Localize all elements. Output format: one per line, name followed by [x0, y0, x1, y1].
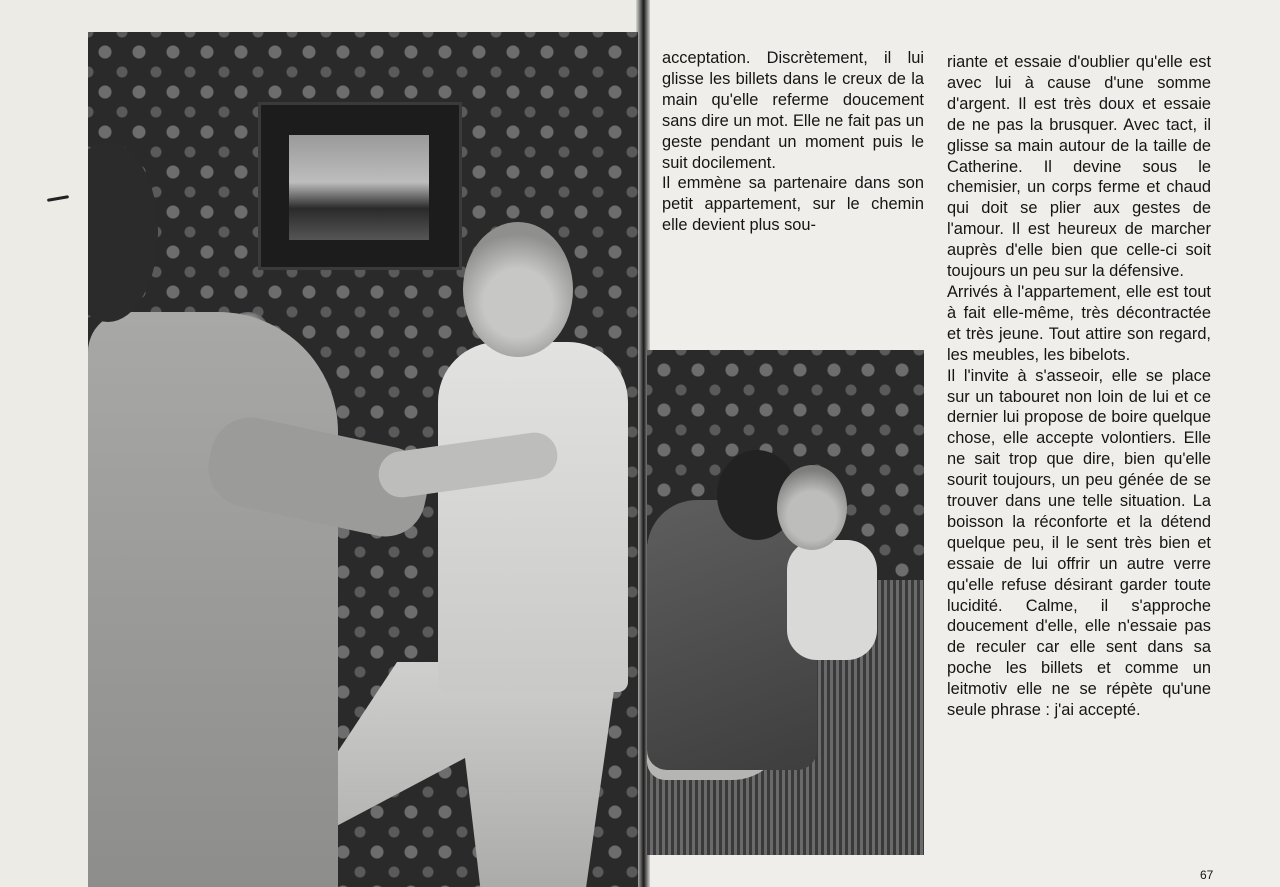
woman-figure	[438, 342, 628, 692]
woman-figure	[787, 540, 877, 660]
paragraph: acceptation. Discrètement, il lui glisse les billets dans le creux de la main qu'elle referme doucement sans dire un mot. Elle ne fait pas un geste pendant un moment puis le suit docilement.	[662, 49, 924, 172]
framed-landscape	[289, 135, 429, 240]
text-column-right	[947, 52, 1211, 721]
woman-head	[463, 222, 573, 357]
paragraph: Il emmène sa partenaire dans son petit appartement, sur le chemin elle devient plus sou-	[662, 174, 924, 235]
woman-head	[777, 465, 847, 550]
photo-couple-sofa	[647, 350, 924, 855]
paragraph: Arrivés à l'appartement, elle est tout à fait elle-même, très décontractée et très jeune. Tout attire son regard, les meubles, les bibelots.	[947, 282, 1211, 364]
man-figure	[88, 312, 338, 887]
text-column-left	[662, 48, 924, 236]
paragraph: riante et essaie d'oublier qu'elle est avec lui à cause d'une somme d'argent. Il est très doux et essaie de ne pas la brusquer. Avec tact, il glisse sa main autour de la taille de Catherine. Il devine sous le chemisier, un corps ferme et chaud qui doit se plier aux gestes de l'amour. Il est heureux de marcher auprès d'elle bien que celle-ci soit toujours un peu sur la défensive.	[947, 53, 1211, 281]
photo-couple-standing	[88, 32, 638, 887]
paragraph: Il l'invite à s'asseoir, elle se place sur un tabouret non loin de lui et ce dernier lui propose de boire quelque chose, elle accepte volontiers. Elle ne sait trop que dire, bien qu'elle sourit toujours, un peu génée de se trouver dans une telle situation. La boisson la réconforte et la détend quelque peu, il le sent très bien et essaie de lui offrir un autre verre qu'elle refuse désirant garder toute lucidité. Calme, il s'approche doucement d'elle, elle n'essaie pas de reculer car elle sent dans sa poche les billets et comme un leitmotiv elle ne se répète qu'une seule phrase : j'ai accepté.	[947, 366, 1211, 720]
wall-picture-frame	[258, 102, 462, 270]
page-number: 67	[1200, 868, 1214, 882]
